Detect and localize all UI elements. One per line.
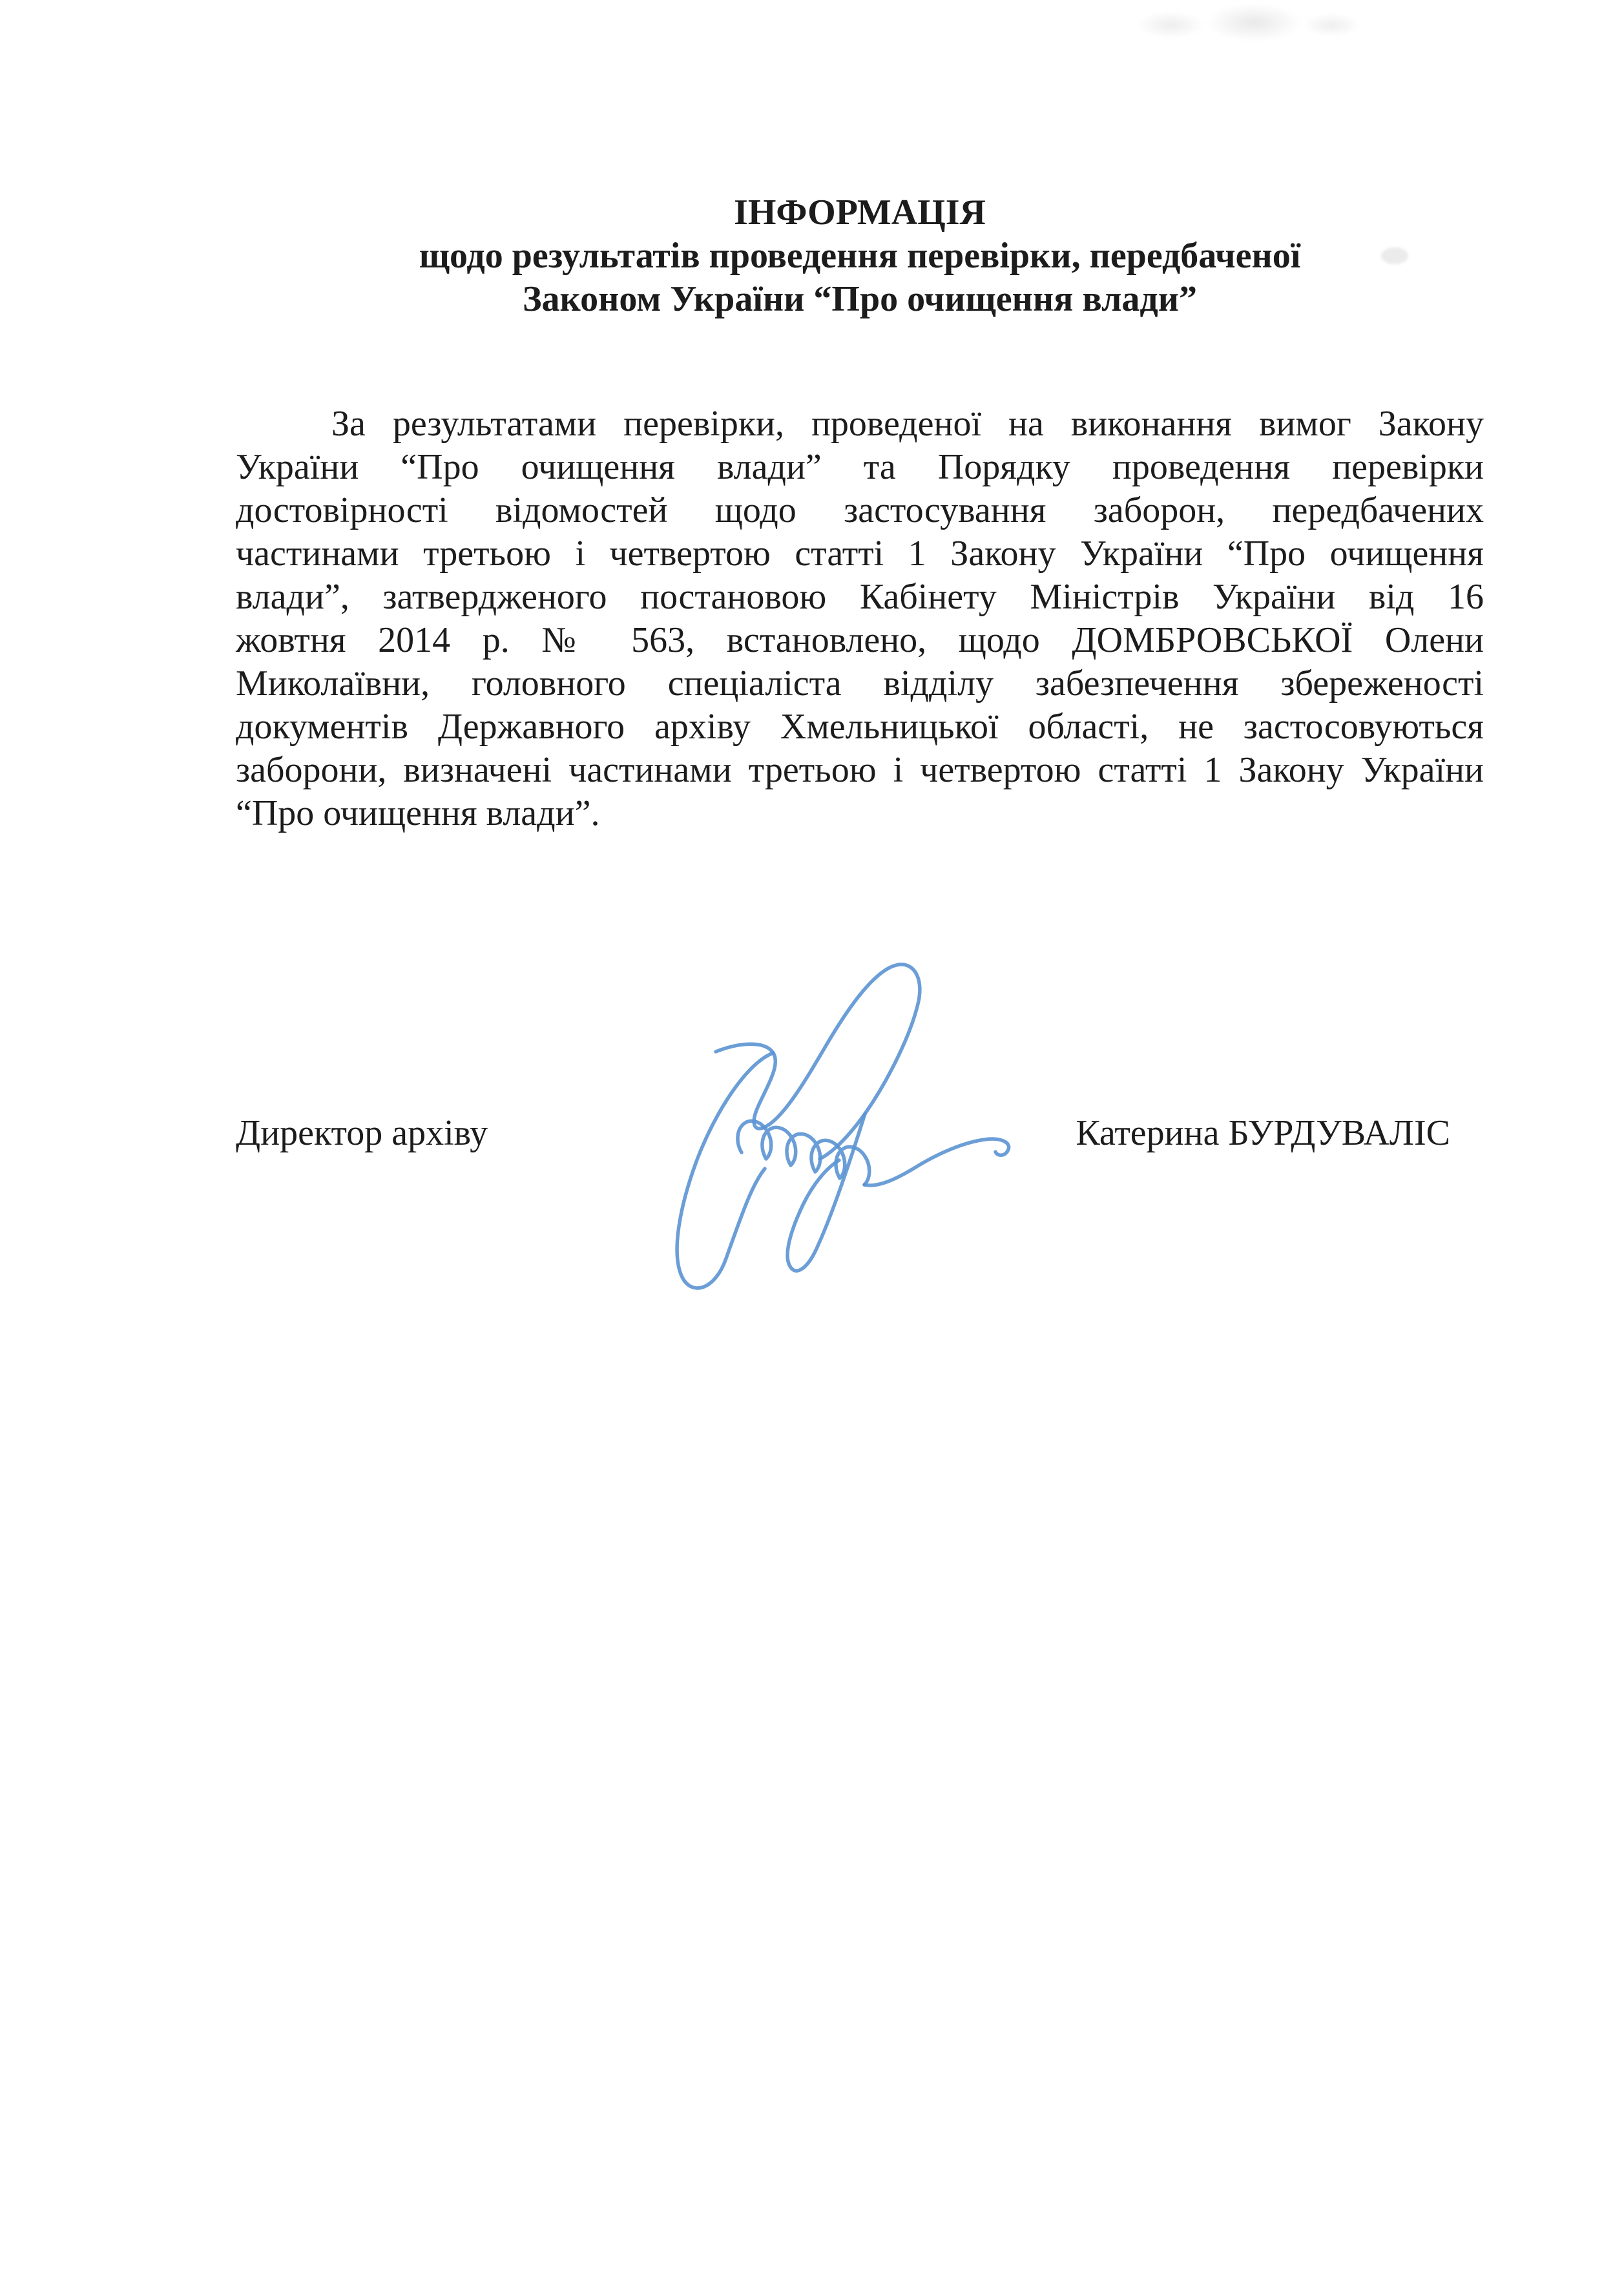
body-line: України “Про очищення влади” та Порядку проведення перевірки (236, 447, 1484, 487)
signer-role-label: Директор архіву (236, 1113, 488, 1153)
title-line-3: Законом України “Про очищення влади” (522, 279, 1197, 319)
body-line: “Про очищення влади”. (236, 793, 600, 833)
body-line: достовірності відомостей щодо застосування заборон, передбачених (236, 490, 1484, 530)
signature-stroke-main (716, 964, 920, 1159)
scan-smudge-top (1121, 0, 1399, 45)
signature-stroke-coil (738, 1121, 869, 1185)
signature-stroke-bottom-loop (677, 1053, 773, 1288)
handwritten-signature (619, 955, 1045, 1304)
title-line-2: щодо результатів проведення перевірки, передбаченої (419, 236, 1301, 276)
title-line-1: ІНФОРМАЦІЯ (734, 193, 986, 233)
body-line: Миколаївни, головного спеціаліста відділу забезпечення збереженості (236, 663, 1484, 703)
signer-name: Катерина БУРДУВАЛІС (1076, 1113, 1450, 1153)
document-title (236, 191, 1484, 321)
body-paragraph (236, 402, 1484, 835)
body-line: частинами третьою і четвертою статті 1 Закону України “Про очищення (236, 534, 1484, 574)
body-line: документів Державного архіву Хмельницької області, не застосовуються (236, 707, 1484, 747)
body-line: влади”, затвердженого постановою Кабінету Міністрів України від 16 (236, 577, 1484, 617)
body-line: За результатами перевірки, проведеної на виконання вимог Закону (331, 404, 1484, 444)
body-line: заборони, визначені частинами третьою і четвертою статті 1 Закону України (236, 750, 1484, 790)
signature-stroke-tail (864, 1139, 1009, 1185)
body-line: жовтня 2014 р. № 563, встановлено, щодо ДОМБРОВСЬКОЇ Олени (236, 620, 1484, 660)
signature-stroke-descender (787, 1114, 865, 1271)
